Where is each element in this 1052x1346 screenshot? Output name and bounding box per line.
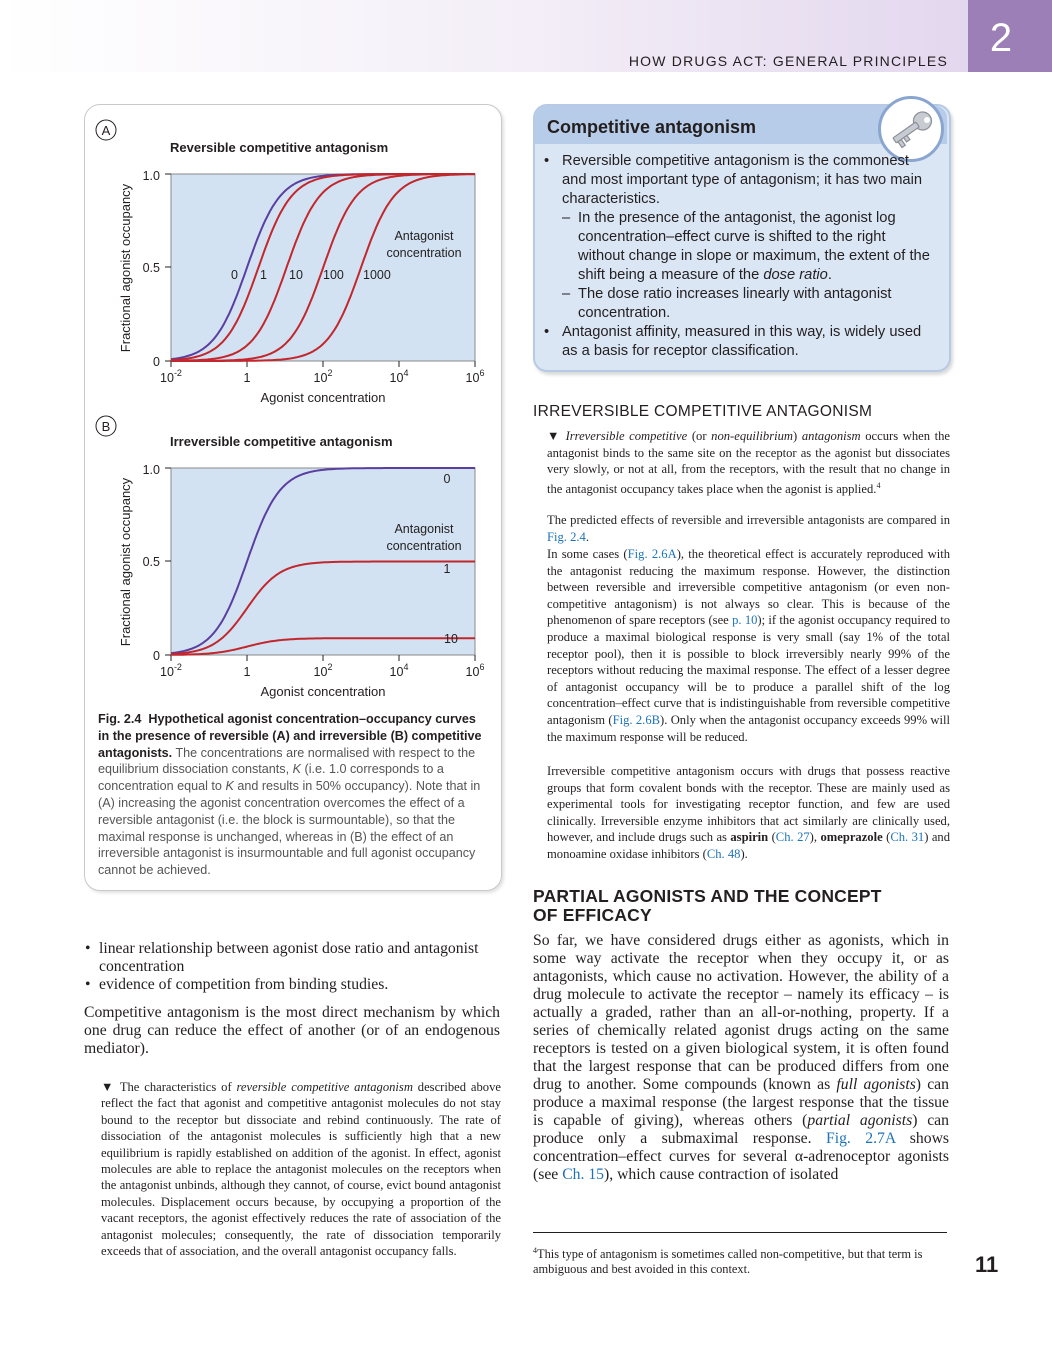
cross-ref-link[interactable]: Ch. 15	[562, 1166, 605, 1183]
panel-a-x-axis	[160, 361, 484, 385]
key-box-title: Competitive antagonism	[547, 117, 757, 137]
panel-a-ytick-0: 0	[153, 355, 160, 369]
panel-b-xtick-label: $10^2$	[313, 662, 333, 679]
panel-a-xtick-label: $10^6$	[465, 368, 485, 385]
cross-ref-link[interactable]: Ch. 27	[775, 830, 810, 845]
panel-b-annotation-line1: Antagonist	[394, 522, 454, 536]
panel-b-curve-label-0: 0	[443, 472, 451, 486]
panel-b-xtick-label: $10^6$	[465, 662, 485, 679]
panel-b-annotation-line2: concentration	[386, 539, 462, 553]
footnote-ref[interactable]: 4	[876, 480, 881, 490]
paragraph: ▼ The characteristics of reversible competitive antagonism described above reflect the fact that agonist and competitive antagonist molecules do not stay bound to the receptor but dissociate and rebind continuously. The rate of dissociation of the antagonist molecules is sufficiently high that a new equilibrium is rapidly established on addition of the agonist. In effect, agonist molecules are able to replace the antagonist molecules on the receptors when the antagonist unbinds, although they cannot, of course, evict bound antagonist molecules. Displacement occurs because, by occupying a proportion of the vacant receptors, the agonist effectively reduces the rate of association of the antagonist molecules; consequently, the rate of dissociation temporarily exceeds that of association, and the overall antagonist occupancy falls.	[101, 1080, 501, 1259]
list-item: • linear relationship between agonist dose ratio and antagonist concentration	[84, 940, 500, 976]
panel-b-ylabel: Fractional agonist occupancy	[118, 477, 133, 647]
panel-a-curve-label-1000: 1000	[363, 268, 391, 282]
chapter-number: 2	[989, 16, 1013, 60]
paragraph: Irreversible competitive antagonism occurs with drugs that possess reactive groups that form covalent bonds with the receptor. These are mainly used as experimental tools for investigating receptor function, and few are used clinically. Irreversible enzyme inhibitors that act similarly are clinically used, however, and include drugs such as aspirin (Ch. 27), omeprazole (Ch. 31) and monoamine oxidase inhibitors (Ch. 48).	[547, 764, 951, 861]
footnote-divider	[533, 1232, 947, 1233]
key-sub-bullet: – The dose ratio increases linearly with antagonist concentration.	[544, 285, 936, 323]
panel-a-title: Reversible competitive antagonism	[170, 140, 389, 155]
section-heading-irreversible: IRREVERSIBLE COMPETITIVE ANTAGONISM	[533, 403, 873, 420]
paragraph: The predicted effects of reversible and irreversible antagonists are compared in Fig. 2.4.	[547, 513, 950, 544]
panel-b-x-axis	[160, 655, 484, 679]
panel-b-xtick-label: 1	[243, 665, 251, 679]
cross-ref-link[interactable]: Ch. 48	[706, 846, 741, 861]
panel-a-xlabel: Agonist concentration	[260, 390, 386, 405]
paragraph: So far, we have considered drugs either as agonists, which in some way activate the receptor when they occupy it, or as antagonists, which cause no activation. However, the ability of a drug molecule to activate the receptor – namely its efficacy – is actually a graded, rather than an all-or-nothing, property. If a series of chemically related agonist drugs acting on the same receptors is tested on a given biological system, it is often found that the largest response that can be produced differs from one drug to another. Some compounds (known as full agonists) can produce a maximal response (the largest response that the tissue is capable of giving), whereas others (partial agonists) can produce only a submaximal response. Fig. 2.7A shows concentration–effect curves for several α-adrenoceptor agonists (see Ch. 15), which cause contraction of isolated	[533, 932, 950, 1183]
panel-a-curve-label-1: 1	[260, 268, 267, 282]
section-heading-partial-agonists: PARTIAL AGONISTS AND THE CONCEPT OF EFFICACY	[533, 886, 882, 925]
panel-b-xlabel: Agonist concentration	[260, 684, 386, 699]
cross-ref-link[interactable]: Fig. 2.6B	[612, 712, 661, 727]
running-head: HOW DRUGS ACT: GENERAL PRINCIPLES	[628, 53, 948, 69]
caption-text: (i.e. 1.0 corresponds to a concentration equal to	[98, 762, 444, 794]
cross-ref-link[interactable]: p. 10	[732, 613, 758, 628]
key-sub-bullet: – In the presence of the antagonist, the agonist log concentration–effect curve is shifted to the right without change in slope or maximum, the extent of the shift being a measure of the dose ratio.	[544, 209, 936, 285]
caption-text: and results in 50% occupancy). Note that in (A) increasing the agonist concentration overcomes the effect of a reversible antagonist (i.e. the block is surmountable), so that the maximal response is unchanged, whereas in (B) the effect of an irreversible antagonist is insurmountable and full agonist occupancy cannot be achieved.	[98, 779, 481, 878]
bullet-list	[84, 940, 500, 994]
cross-ref-link[interactable]: Fig. 2.6A	[627, 547, 677, 561]
panel-a-xtick-label: 1	[243, 371, 251, 385]
paragraph: ▼ Irreversible competitive (or non-equilibrium) antagonism occurs when the antagonist binds to the same site on the receptor as the agonist but dissociates very slowly, or not at all, from the receptors, with the result that no change in the antagonist occupancy takes place when the agonist is applied.$^4$	[547, 429, 951, 496]
panel-b-xtick-label: $10^4$	[389, 662, 409, 679]
caption-k: K	[225, 779, 234, 794]
panel-b-ytick-1: 1.0	[142, 463, 160, 477]
panel-b-xtick-label: $10^{-2}$	[160, 662, 182, 679]
list-item: • evidence of competition from binding studies.	[84, 976, 500, 994]
panel-a-xtick-label: $10^4$	[389, 368, 409, 385]
panel-b-title: Irreversible competitive antagonism	[170, 434, 393, 449]
paragraph: In some cases (Fig. 2.6A), the theoretical effect is accurately reproduced with the antagonist reducing the maximum response. However, the distinction between reversible and irreversible competitive antagonism (or even non-competitive antagonism) is not always so clear. This is because of the phenomenon of spare receptors (see p. 10); if the agonist occupancy required to produce a maximal biological response is very small (say 1% of the total receptor pool), then it is possible to block irreversibly nearly 99% of the receptors without reducing the maximal response. The effect of a lesser degree of antagonist occupancy will be to produce a parallel shift of the log concentration–effect curve that is indistinguishable from reversible competitive antagonism (Fig. 2.6B). Only when the antagonist occupancy exceeds 99% will the maximum response will be reduced.	[547, 547, 951, 744]
panel-b-curve-label-10: 10	[444, 632, 458, 646]
caption-text: The concentrations are normalised with respect to the equilibrium dissociation constants,	[98, 745, 476, 777]
panel-a-label: A	[101, 123, 111, 138]
panel-b-label: B	[101, 419, 111, 434]
caption-title: Hypothetical agonist concentration–occupancy curves in the presence of reversible (A) and irreversible (B) competitive antagonists.	[98, 712, 482, 760]
paragraph: Competitive antagonism is the most direct mechanism by which one drug can reduce the effect of another (or of an endogenous mediator).	[84, 1004, 500, 1057]
cross-ref-link[interactable]: Fig. 2.4	[547, 529, 586, 544]
panel-a-ylabel: Fractional agonist occupancy	[118, 183, 133, 353]
key-bullet: • Antagonist affinity, measured in this way, is widely used as a basis for receptor classification.	[544, 323, 936, 361]
cross-ref-link[interactable]: Fig. 2.7A	[826, 1130, 896, 1147]
panel-a-ytick-1: 1.0	[142, 169, 160, 183]
panel-a-xtick-label: $10^2$	[313, 368, 333, 385]
cross-ref-link[interactable]: Ch. 31	[890, 830, 925, 845]
panel-a-ytick-05: 0.5	[142, 261, 160, 275]
panel-a-curve-label-0: 0	[231, 268, 238, 282]
footnote: $^4$This type of antagonism is sometimes called non-competitive, but that term is ambiguous and best avoided in this context.	[533, 1246, 923, 1277]
key-box-list	[544, 152, 936, 361]
figure-caption	[98, 711, 490, 879]
panel-a-curve-label-10: 10	[289, 268, 303, 282]
panel-a-xtick-label: $10^{-2}$	[160, 368, 182, 385]
caption-k: K	[292, 762, 302, 777]
panel-b-curve-label-1: 1	[443, 562, 451, 576]
key-bullet: • Reversible competitive antagonism is the commonest and most important type of antagonism; it has two main characteristics.	[544, 152, 936, 209]
panel-b-ytick-05: 0.5	[142, 555, 160, 569]
panel-a-curve-label-100: 100	[323, 268, 344, 282]
panel-b-ytick-0: 0	[153, 649, 160, 663]
caption-label: Fig. 2.4	[98, 712, 142, 726]
panel-a-annotation-line2: concentration	[386, 246, 462, 260]
panel-a-annotation-line1: Antagonist	[394, 229, 454, 243]
page-number: 11	[975, 1252, 999, 1277]
